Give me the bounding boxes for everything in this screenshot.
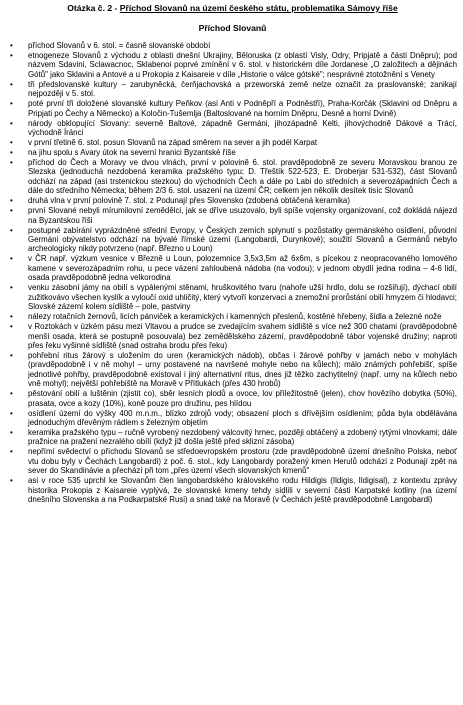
list-item-text: v Roztokách v úzkém pásu mezi Vltavou a prudce se zvedajícím svahem sídliště s více než 300 chatami (pravděpodobně menší osada, která se postupně posouvala) bez zemědělského zázemí, pravděpodobně tábor vojenské družiny; naproti přes řeku vyšinné sídliště (snad ostraha brodu přes řeku) [28, 322, 457, 350]
list-item-text: keramika pražského typu – ručně vyrobený nezdobený válcovitý hrnec, později obtáčený a zdobený rytými vlnovkami; dále pražnice na pražení nezralého obílí (když již došla ještě před sklizní zásoba) [28, 427, 457, 447]
list-item [8, 322, 457, 350]
list-item-text: venku zásobní jámy na obilí s vypálenými stěnami, hruškovitého tvaru (nahoře užší hrdlo, dolu se rozšiřují), dýchací obilí zužitkovávo všechen kyslík a vyloučí oxid uhličitý, který vytvoří konzervaci a znemožní prorůstání obilí hmyzem či hlodavci; Slovské zázemí kolem sídliště – pole, pastviny [28, 283, 457, 312]
bullet-icon: • [10, 476, 13, 486]
bullet-icon: • [10, 138, 13, 148]
list-item-text: na jihu spolu s Avary útok na severní hranici Byzantské říše [28, 148, 236, 158]
bullet-icon: • [10, 312, 13, 322]
list-item-text: osídlení území do výšky 400 m.n.m., blízko zdrojů vody; obsazení ploch s dřívějším osídlením; půda byla obdělávána jednoduchým dřevěným rádlem s železným objetím [28, 408, 457, 427]
list-item [8, 409, 457, 428]
list-item-text: nálezy rotačních žernovů, licích pánviček a keramických i kamenných přeslenů, kostěné hřebeny, šídla a železné nože [28, 312, 442, 322]
bullet-icon: • [10, 206, 13, 216]
title-main: Příchod Slovanů na území českého státu, problematika Sámovy říše [119, 3, 398, 13]
list-item [8, 196, 457, 205]
bullet-icon: • [10, 196, 13, 206]
list-item [8, 51, 457, 79]
list-item [8, 148, 457, 157]
list-item-text: asi v roce 535 uprchl ke Slovanům člen langobardského královského rodu Hildigis (Ildigis, Ildigisal), z kontextu zprávy historika Prokopia z Kaisareie vyplývá, že slovanské kmeny tehdy sídlili v severní části Karpatské kotliny (na území dnešního Slovenska a na Podkarpatské Rusi) a snad také na Moravě (v Čechách ještě pravděpodobně Langobardi) [28, 476, 457, 504]
list-item-text: etnogeneze Slovanů z východu z oblasti dnešní Ukrajiny, Běloruska (z oblastí Visly, Odry, Pripjatě a části Dněpru); pod názvem Sdavini, Sclawacnoc, Sklabenoi poprvé zmínění v 6. stol. v historickém díle Jordanese „O založitech a dějinách Gótů" jako Sklavini a Antové a u Prokopia z Kaisareie v díle „Historie o válce gótské"; nesprávné ztotožnění s Venety [28, 51, 457, 79]
list-item [8, 138, 457, 147]
document-title [8, 2, 457, 14]
bullet-icon: • [10, 254, 13, 264]
list-item [8, 226, 457, 254]
list-item [8, 119, 457, 138]
bullet-icon: • [10, 79, 13, 89]
bullet-icon: • [10, 350, 13, 360]
list-item-text: druhá vlna v první polovině 7. stol. z Podunají přes Slovensko (zdobená obtáčená keramika) [28, 196, 350, 206]
bullet-icon: • [10, 99, 13, 109]
list-item-text: v ČR např. výzkum vesnice v Březně u Loun, polozemnice 3,5x3,5m až 6x6m, s pícekou z neopracovaného lomového kamene v severozápadním rohu, u pece vázení zahloubená nádoba (na vodou); v jednom obydlí jedna rodina – 4-6 lidí, osada pravděpodobně jedna velkorodina [28, 254, 457, 283]
list-item-text: pěstování obilí a luštěnin (zjistit co), sběr lesních plodů a ovoce, lov příležitostně (jelen), chov hovězího dobytka (50%), prasata, ovce a kozy (10%), koně pouze pro družinu, pes hlídou [28, 389, 457, 408]
bullet-icon: • [10, 148, 13, 158]
bullet-list [8, 41, 457, 504]
bullet-icon: • [10, 408, 13, 418]
list-item-text: první Slované nebyli mírumilovní zemědělci, jak se dříve usuzovalo, byli spíše vojensky organizovaní, což dokládá nájezd na Byzantskou říši [28, 206, 457, 225]
list-item-text: postupné zabírání vyprázdněné střední Evropy, v Českých zemích splynutí s pozůstatky germánského osídlení, původní Germáni obývatelstvo odchází na bývalé římské území (Langobardi, Durynkové); soužití Slovanů a Germánů nebylo archeologicky nikdy potvrzeno (např. Březno u Loun) [28, 225, 457, 254]
title-prefix: Otázka č. 2 - [67, 3, 120, 13]
list-item [8, 80, 457, 99]
list-item-text: nepřímí svědectví o příchodu Slovanů se středoevropském prostoru (zde pravděpodobně území dnešního Polska, neboť vtu dobu byly v Čechách Langobardi) z poč. 6. stol., kdy Langobardy poražený kmen Herulů odchází z Podunají zpět na sever do Skandinávie a přechází při tom „přes území všech slovanských kmenů" [28, 447, 457, 476]
list-item [8, 99, 457, 118]
list-item-text: pohřební ritus žárový s uložením do uren (keramických nádob), občas i žárové pohřby v jamách nebo v mohylách (pravděpodobně i v ně mohyl – urny postavené na navršené mohyle nebo na kůlech); málo známých pohřebišť, spíše jednotlivé pohřby, pravděpodobně existoval i jiný alternativní ritus, dnes již těžko zachytitelný (např. urny na kůlech nebo vně mohyl); největší pohřebiště na Moravě v Přítlukách (přes 430 hrobů) [28, 350, 457, 389]
section-heading: Příchod Slovanů [198, 23, 267, 33]
bullet-icon: • [10, 41, 13, 50]
list-item-text: poté první tři doložené slovanské kultury Peňkov (asi Anti v Podněpří a Podněstří), Praha-Korčák (Sklavini od Dněpru a Pripjati po Čechy a Německo) a Koločin-Tušemlja (Baltoslované na horním Dněpru, Desně a horní Dvině) [28, 99, 457, 118]
list-item [8, 476, 457, 504]
bullet-icon: • [10, 283, 13, 293]
list-item-text: v první třetině 6. stol. posun Slovanů na západ směrem na sever a jih podél Karpat [28, 138, 318, 148]
bullet-icon: • [10, 447, 13, 457]
list-item [8, 283, 457, 311]
list-item [8, 351, 457, 389]
list-item [8, 41, 457, 50]
bullet-icon: • [10, 51, 13, 60]
list-item-text: příchod do Čech a Moravy ve dvou vlnách, první v polovině 6. stol. pravděpodobně ze severu Moravskou branou ze Slezska (jednoduchá nezdobená keramika pražského typu; D. Třeštík 522-523, E. Droberjar 531-532), část Slovanů odchází na západ (asi trstenickou stezkou) do východních Čech a dále po Labi do středních a severozápadních Čech a dále do středního Německa; během 2/3 6. stol. usazení na území ČR; celkem jen několik desítek tisíc Slovanů [28, 158, 457, 196]
list-item [8, 158, 457, 196]
list-item [8, 206, 457, 225]
list-item-text: příchod Slovanů v 6. stol. = časně slovanské období [28, 41, 211, 50]
bullet-icon: • [10, 427, 13, 437]
list-item [8, 312, 457, 321]
list-item-text: národy obklopující Slovany: severně Baltové, západně Germáni, jihozápadně Kelti, jihovýchodně Dákové a Trácí, východně Íránci [28, 118, 457, 138]
list-item [8, 389, 457, 408]
bullet-icon: • [10, 225, 13, 235]
list-item [8, 447, 457, 475]
list-item [8, 254, 457, 282]
list-item [8, 428, 457, 447]
bullet-icon: • [10, 389, 13, 399]
list-item-text: tři předslovanské kultury – zarubyněcká, čerňjachovská a przeworská země nelze označit za praslovanské; zanikají nejpozději v 5. stol. [28, 79, 457, 99]
bullet-icon: • [10, 322, 13, 332]
bullet-icon: • [10, 118, 13, 128]
bullet-icon: • [10, 158, 13, 168]
